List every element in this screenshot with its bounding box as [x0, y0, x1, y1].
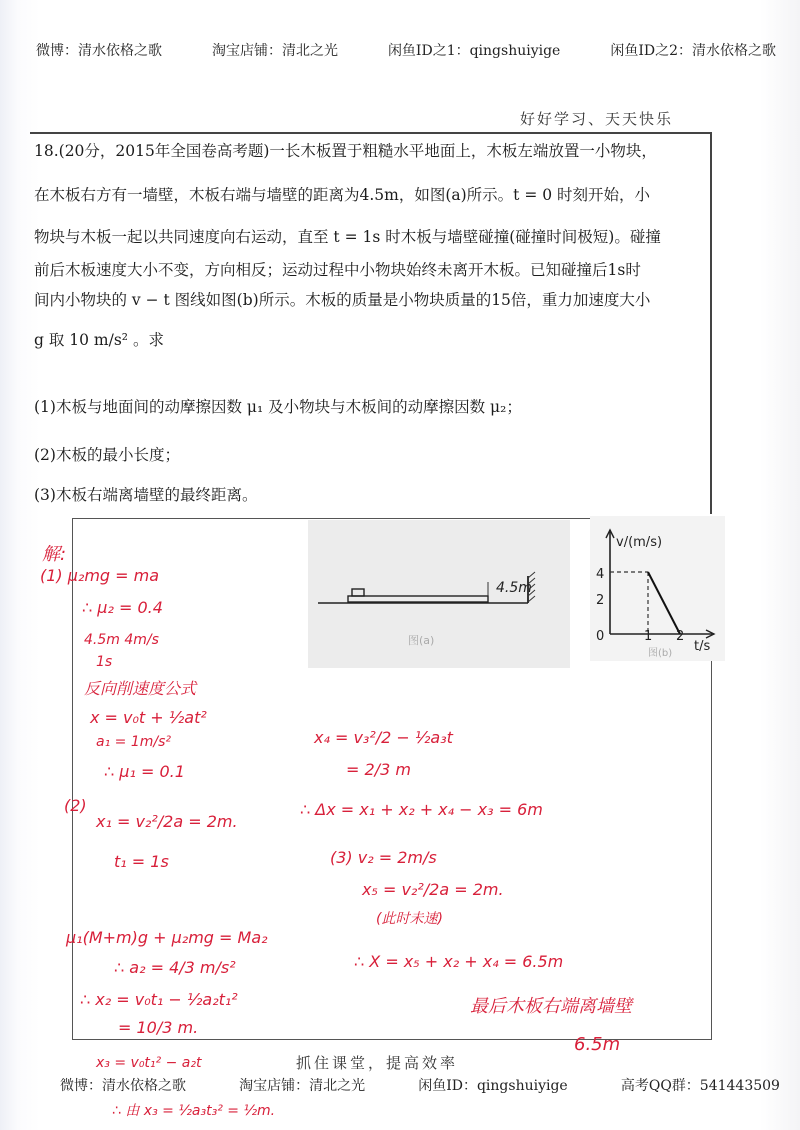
- v-t-line: [648, 572, 680, 634]
- x-tick-1: 1: [644, 629, 653, 644]
- sub-question-1: (1)木板与地面间的动摩擦因数 μ₁ 及小物块与木板间的动摩擦因数 μ₂；: [34, 398, 522, 416]
- hw-right-3: ∴ Δx = x₁ + x₂ + x₄ − x₃ = 6m: [300, 800, 543, 819]
- question-line-6: g 取 10 m/s² 。求: [34, 331, 164, 349]
- footer-xianyu: 闲鱼ID：qingshuiyige: [418, 1078, 568, 1094]
- hw-left-9: ∴ μ₁ = 0.1: [104, 762, 185, 781]
- question-line-5: 间内小物块的 v − t 图线如图(b)所示。木板的质量是小物块质量的15倍，重力加速度大小: [34, 291, 651, 309]
- hw-right-5: x₅ = v₂²/2a = 2m.: [362, 880, 504, 899]
- footer-taobao: 淘宝店铺：清北之光: [239, 1078, 366, 1094]
- hw-left-3: ∴ μ₂ = 0.4: [82, 598, 163, 617]
- hw-right-1: x₄ = v₃²/2 − ½a₃t: [314, 728, 453, 747]
- hw-left-8: a₁ = 1m/s²: [96, 734, 171, 750]
- hw-right-4: (3) v₂ = 2m/s: [330, 848, 437, 867]
- y-tick-4: 4: [596, 567, 605, 582]
- question-line-1: 18.(20分，2015年全国卷高考题)一长木板置于粗糙水平地面上，木板左端放置一小物块，: [34, 142, 657, 160]
- hw-right-9: 6.5m: [574, 1034, 621, 1055]
- page-header: [36, 40, 776, 60]
- header-taobao: 淘宝店铺：清北之光: [211, 43, 338, 59]
- hw-left-2: (1) μ₂mg = ma: [40, 566, 160, 585]
- board-shape: [348, 596, 488, 602]
- page-footer: [60, 1075, 780, 1095]
- footer-weibo: 微博：清水依格之歌: [60, 1078, 186, 1094]
- v-axis-label: v/(m/s): [616, 535, 663, 550]
- hw-left-4: 4.5m 4m/s: [84, 632, 159, 648]
- origin-label: 0: [596, 629, 605, 644]
- question-line-3: 物块与木板一起以共同速度向右运动，直至 t = 1s 时木板与墙壁碰撞(碰撞时间极短)。碰撞: [34, 228, 661, 246]
- hw-left-18: ∴ 由 x₃ = ½a₃t₃² = ½m.: [112, 1103, 276, 1119]
- sub-question-2: (2)木板的最小长度；: [34, 446, 180, 464]
- hw-right-7: ∴ X = x₅ + x₂ + x₄ = 6.5m: [354, 952, 564, 971]
- figure-b-drawing: [590, 516, 725, 661]
- figure-b-caption: 图(b): [648, 648, 673, 659]
- header-xianyu-1: 闲鱼ID之1：qingshuiyige: [387, 43, 561, 59]
- hw-left-10: (2): [64, 796, 87, 815]
- block-shape: [352, 589, 364, 596]
- figure-a-drawing: [308, 520, 570, 668]
- footer-qq-group: 高考QQ群：541443509: [620, 1078, 780, 1094]
- figure-a: [308, 520, 570, 668]
- hw-left-1: 解:: [42, 544, 67, 565]
- motto: 好好学习、天天快乐: [520, 110, 674, 128]
- question-line-4: 前后木板速度大小不变，方向相反；运动过程中小物块始终未离开木板。已知碰撞后1s时: [34, 261, 641, 279]
- hw-left-11: x₁ = v₂²/2a = 2m.: [96, 812, 238, 831]
- figure-b: [590, 516, 725, 661]
- hw-right-6: (此时未速): [376, 911, 443, 927]
- hw-left-5: 1s: [96, 654, 113, 670]
- y-tick-2: 2: [596, 593, 605, 608]
- hw-left-16: = 10/3 m.: [118, 1018, 199, 1037]
- sub-question-3: (3)木板右端离墙壁的最终距离。: [34, 486, 258, 504]
- distance-label: 4.5m: [496, 580, 532, 596]
- hw-right-8: 最后木板右端离墙壁: [470, 996, 632, 1017]
- header-xianyu-2: 闲鱼ID之2：清水依格之歌: [610, 43, 776, 59]
- hw-left-12: t₁ = 1s: [114, 852, 169, 871]
- hw-left-13: μ₁(M+m)g + μ₂mg = Ma₂: [66, 928, 268, 947]
- hw-left-14: ∴ a₂ = 4/3 m/s²: [114, 958, 236, 977]
- hw-left-7: x = v₀t + ½at²: [90, 708, 207, 727]
- question-line-2: 在木板右方有一墙壁，木板右端与墙壁的距离为4.5m，如图(a)所示。t = 0 时刻开始，小: [34, 186, 651, 204]
- figure-a-caption: 图(a): [408, 634, 435, 647]
- footer-slogan: 抓住课堂，提高效率: [296, 1054, 459, 1072]
- x-tick-2: 2: [676, 629, 685, 644]
- hw-right-2: = 2/3 m: [346, 760, 411, 779]
- t-axis-label: t/s: [694, 639, 711, 654]
- hw-left-17: x₃ = v₀t₁² − a₂t: [96, 1055, 202, 1071]
- hw-left-6: 反向削速度公式: [84, 679, 197, 698]
- hw-left-15: ∴ x₂ = v₀t₁ − ½a₂t₁²: [80, 990, 238, 1009]
- header-weibo: 微博：清水依格之歌: [36, 43, 162, 59]
